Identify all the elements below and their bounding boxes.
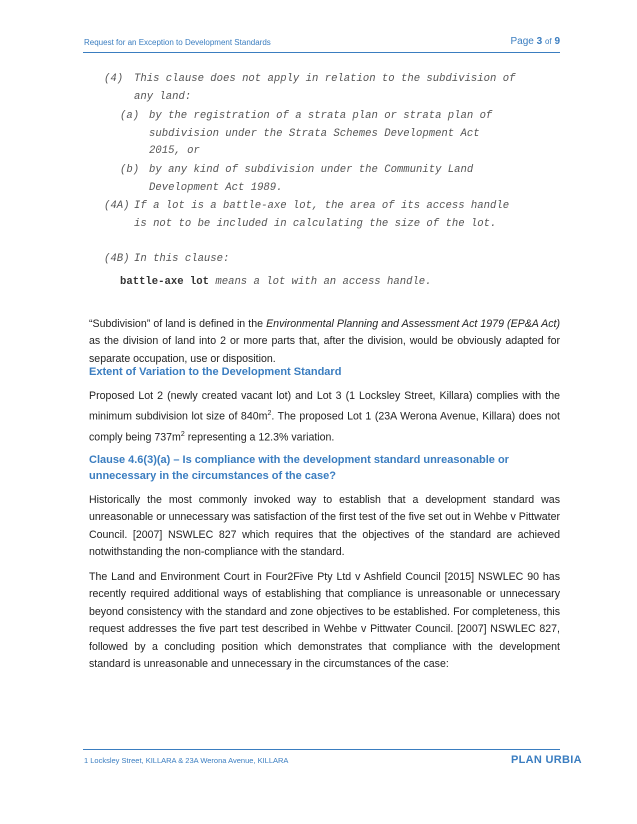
document-title: Request for an Exception to Development Standards — [84, 38, 271, 47]
historical-test-paragraph: Historically the most commonly invoked way to establish that a development standard was unreasonable or unnecessary was satisfaction of the first test of the five set out in Wehbe v Pittwater Council. [2007] NSWLEC 827 which requires that the objectives of the standard are achieved notwithstanding the non-compliance with the standard. — [89, 494, 560, 559]
heading-extent-of-variation: Extent of Variation to the Development Standard — [89, 366, 342, 378]
subdivision-definition-paragraph: “Subdivision” of land is defined in the Environmental Planning and Assessment Act 1979 (EP&A Act) as the division of land into 2 or more parts that, after the division, would be obviously adapted for separate occupation, use or disposition. — [89, 318, 560, 365]
act-name: Environmental Planning and Assessment Act 1979 (EP&A Act) — [266, 318, 560, 330]
footer-address: 1 Locksley Street, KILLARA & 23A Werona Avenue, KILLARA — [84, 756, 289, 765]
header-divider — [83, 52, 560, 53]
clause-4b: (4B) In this clause: — [104, 253, 230, 265]
footer-brand-logo: PLAN URBIA — [511, 754, 582, 766]
heading-clause-4-6-3-a: Clause 4.6(3)(a) – Is compliance with the development standard unreasonable or unnecessary in the circumstances of the case? — [89, 454, 509, 482]
footer-divider — [83, 749, 560, 750]
page-header — [84, 38, 560, 47]
clause-4-a: (a) by the registration of a strata plan or strata plan of subdivision under the Strata Schemes Development Act 2015, or — [120, 110, 493, 157]
total-pages: 9 — [554, 36, 560, 47]
current-page: 3 — [536, 36, 543, 47]
extent-paragraph: Proposed Lot 2 (newly created vacant lot) and Lot 3 (1 Locksley Street, Killara) complies with the minimum subdivision lot size of $840m^2$. The proposed Lot 1 (23A Werona Avenue, Killara) does not comply being $737m^2$ representing a 12.3% variation. — [89, 390, 560, 444]
clause-4a: (4A) If a lot is a battle-axe lot, the area of its access handle is not to be included in calculating the size of the lot. — [104, 200, 510, 230]
court-paragraph: The Land and Environment Court in Four2Five Pty Ltd v Ashfield Council [2015] NSWLEC 90 has recently required additional ways of establishing that compliance is unreasonable or unnecessary beyond consistency with the standard and zone objectives to be established. For completeness, this request addresses the five part test described in Wehbe v Pittwater Council. [2007] NSWLEC 827, followed by a concluding position which demonstrates that compliance with the development standard is unreasonable and unnecessary in the circumstances of the case: — [89, 571, 560, 671]
definition-battle-axe-lot: battle-axe lot means a lot with an access handle. — [120, 276, 432, 288]
clause-4: (4) This clause does not apply in relation to the subdivision of any land: — [104, 73, 516, 103]
page-indicator: Page 3 of 9 — [510, 36, 560, 47]
definition-term: battle-axe lot — [120, 276, 210, 288]
clause-4-b: (b) by any kind of subdivision under the Community Land Development Act 1989. — [120, 164, 474, 194]
